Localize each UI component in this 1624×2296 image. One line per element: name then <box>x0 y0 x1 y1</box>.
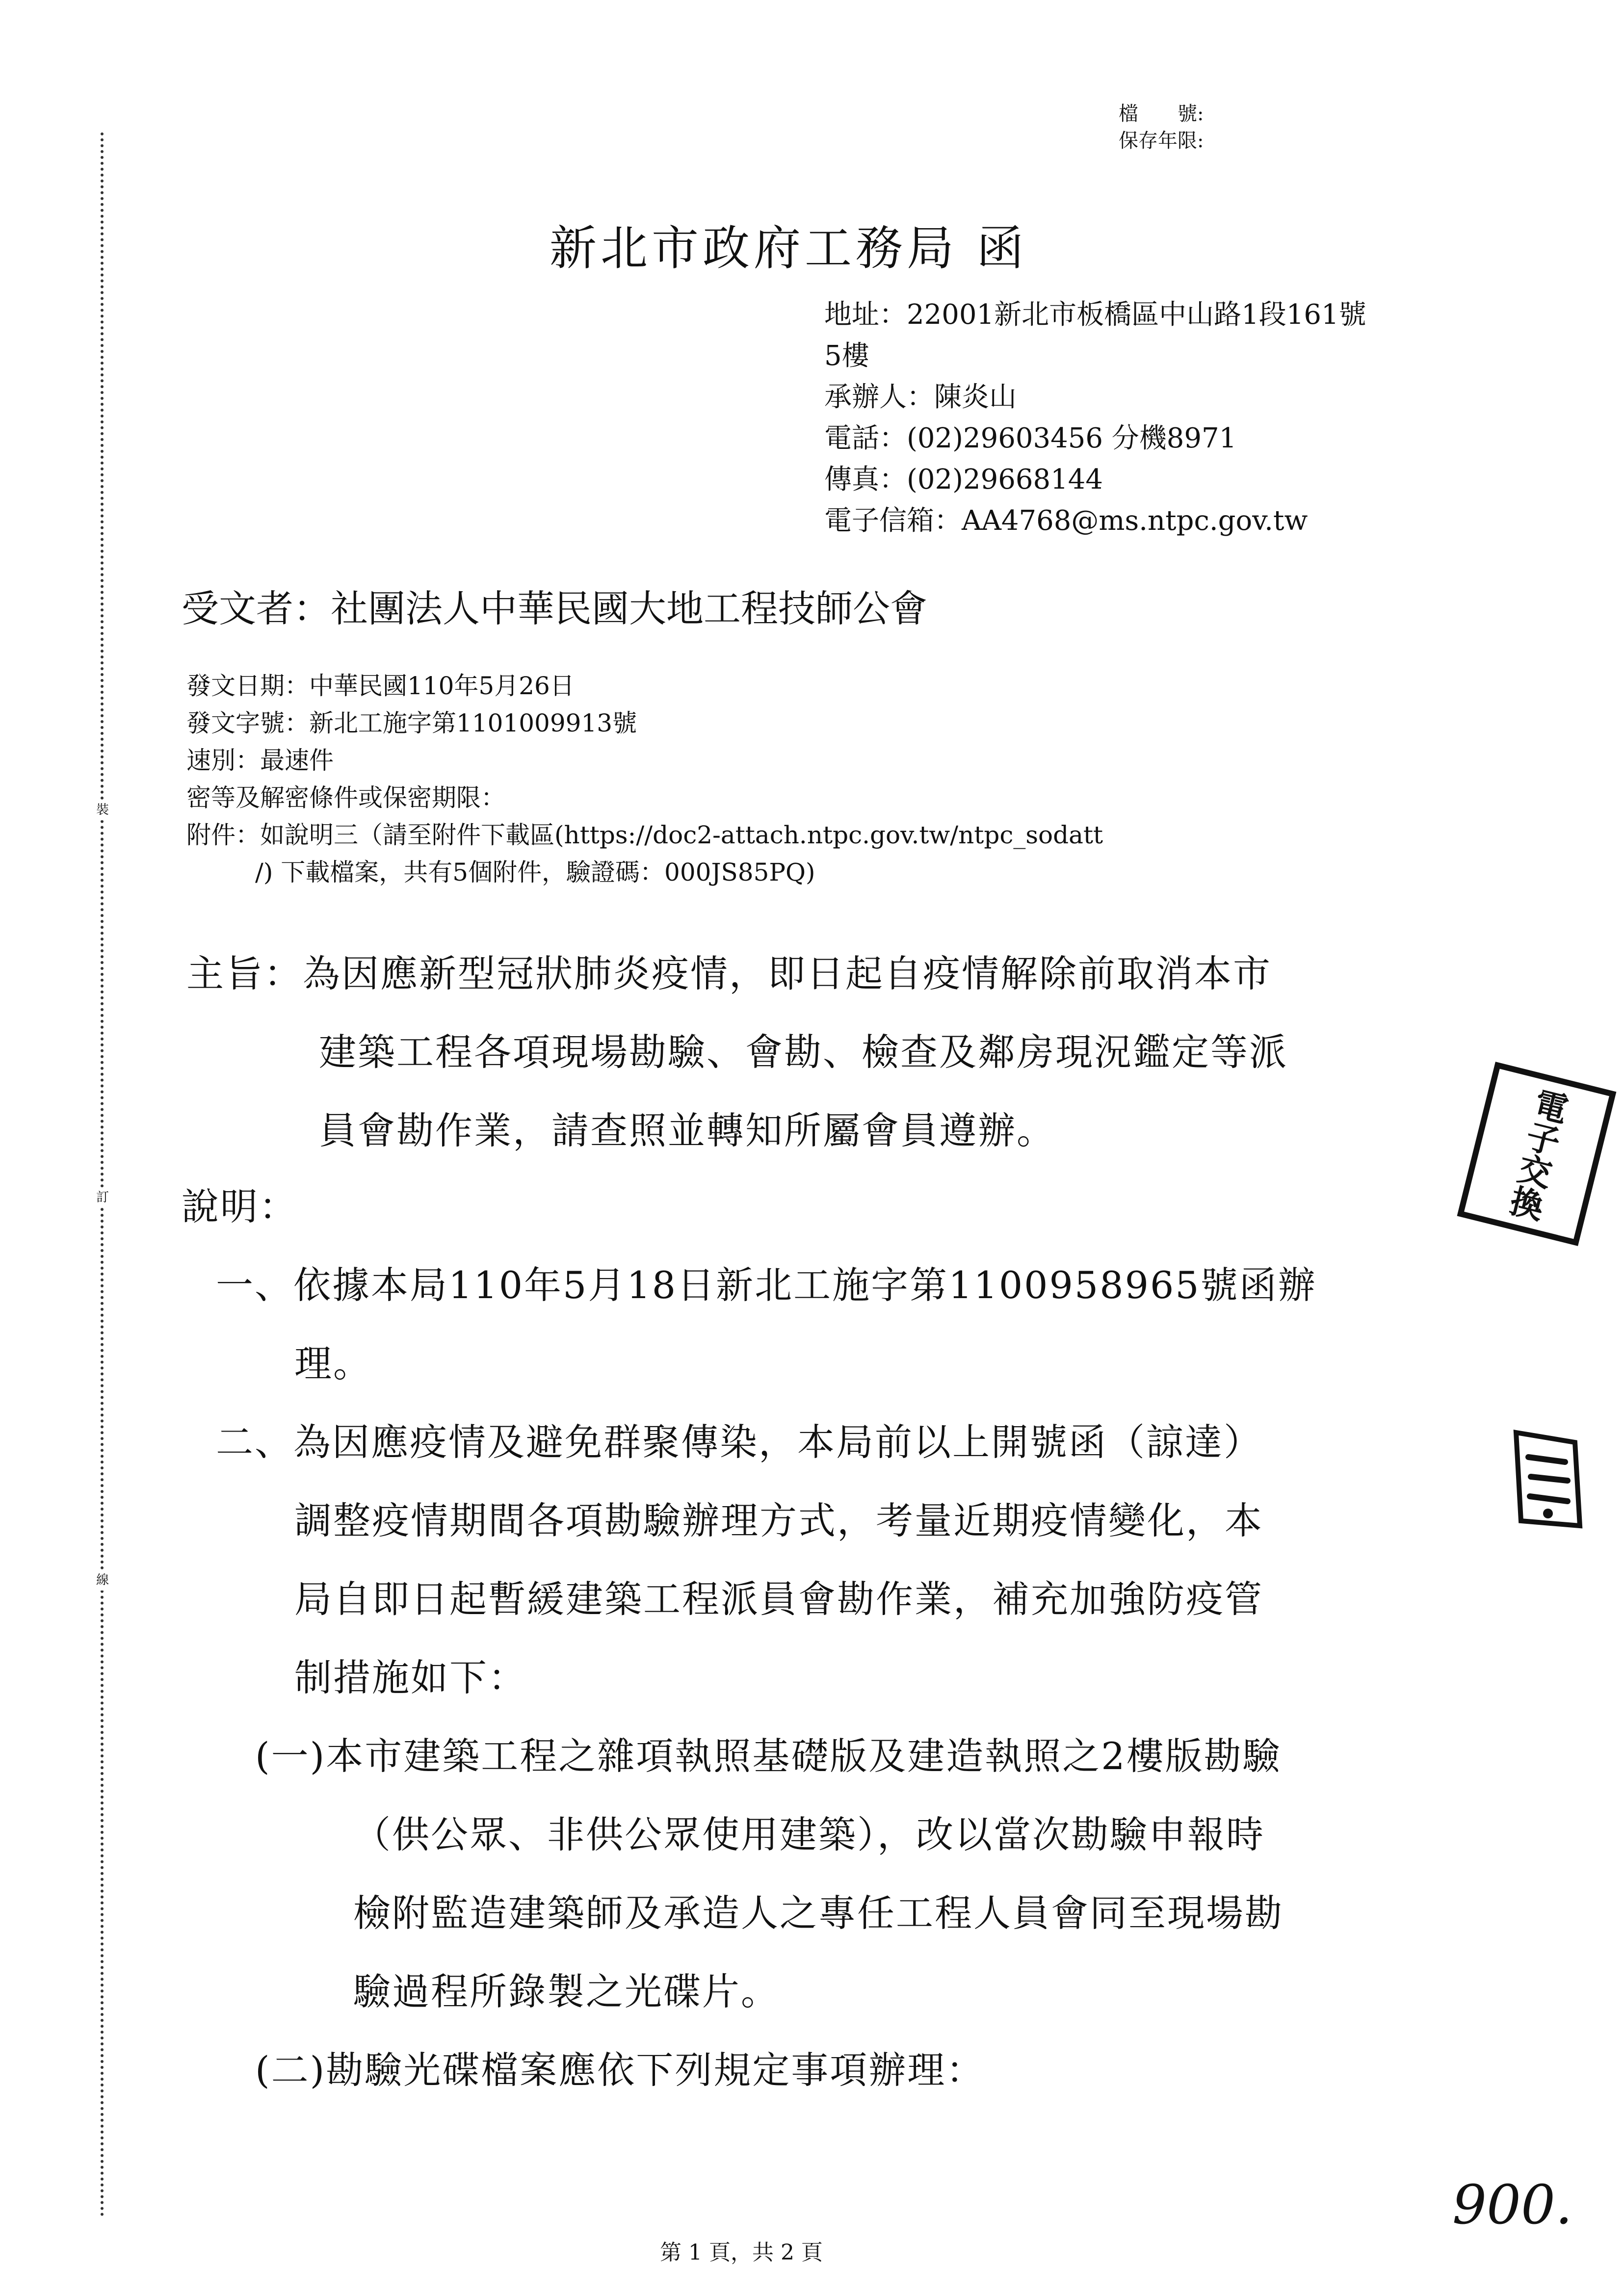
subject-line-1: 主旨：為因應新型冠狀肺炎疫情，即日起自疫情解除前取消本市 <box>186 952 1272 995</box>
contact-handler: 承辦人：陳炎山 <box>824 381 1017 413</box>
document-title: 新北市政府工務局 函 <box>550 221 1028 276</box>
contact-phone: 電話：(02)29603456 分機8971 <box>824 422 1237 454</box>
margin-mark-bind: 裝 <box>96 800 109 820</box>
handwritten-note: 900. <box>1452 2173 1572 2236</box>
archive-retention: 保存年限: <box>1119 130 1204 152</box>
archive-file-no: 檔 號: <box>1119 103 1204 125</box>
stamp-text: 電子交換 <box>1501 1084 1572 1224</box>
explanation-item2-line4: 制措施如下： <box>294 1656 527 1699</box>
binding-margin-line <box>101 132 104 2218</box>
hand-seal-icon <box>1501 1423 1590 1536</box>
explanation-sub1-line2: （供公眾、非供公眾使用建築），改以當次勘驗申報時 <box>353 1813 1265 1856</box>
subject-line-3: 員會勘作業，請查照並轉知所屬會員遵辦。 <box>319 1109 1055 1152</box>
contact-fax: 傳真：(02)29668144 <box>824 464 1103 496</box>
explanation-sub1-line4: 驗過程所錄製之光碟片。 <box>353 1970 780 2013</box>
contact-address-2: 5樓 <box>824 340 869 372</box>
explanation-item2-line2: 調整疫情期間各項勘驗辦理方式，考量近期疫情變化，本 <box>294 1499 1263 1542</box>
explanation-item1-line2: 理。 <box>294 1342 372 1385</box>
meta-attachment-1: 附件：如說明三（請至附件下載區(https://doc2-attach.ntpc.gov.tw/ntpc_sodatt <box>186 821 1103 849</box>
e-exchange-stamp <box>1457 1062 1617 1246</box>
recipient: 受文者：社團法人中華民國大地工程技師公會 <box>182 587 927 630</box>
meta-attachment-2: /) 下載檔案，共有5個附件，驗證碼：000JS85PQ) <box>255 858 815 887</box>
meta-date: 發文日期：中華民國110年5月26日 <box>186 672 575 700</box>
explanation-heading: 說明： <box>182 1185 298 1228</box>
margin-mark-line: 線 <box>96 1570 109 1591</box>
explanation-sub1-line3: 檢附監造建築師及承造人之專任工程人員會同至現場勘 <box>353 1891 1283 1935</box>
meta-secrecy: 密等及解密條件或保密期限： <box>186 783 505 812</box>
contact-address-1: 地址：22001新北市板橋區中山路1段161號 <box>824 299 1366 331</box>
explanation-item2-line1: 二、為因應疫情及避免群聚傳染，本局前以上開號函（諒達） <box>216 1420 1262 1464</box>
explanation-sub2-line1: (二)勘驗光碟檔案應依下列規定事項辦理： <box>255 2048 985 2092</box>
contact-email: 電子信箱：AA4768@ms.ntpc.gov.tw <box>824 505 1308 537</box>
explanation-item1-line1: 一、依據本局110年5月18日新北工施字第1100958965號函辦 <box>216 1263 1317 1307</box>
page-footer: 第 1 頁，共 2 頁 <box>660 2240 823 2265</box>
explanation-item2-line3: 局自即日起暫緩建築工程派員會勘作業，補充加強防疫管 <box>294 1577 1263 1621</box>
explanation-sub1-line1: (一)本市建築工程之雜項執照基礎版及建造執照之2樓版勘驗 <box>255 1734 1282 1778</box>
subject-line-2: 建築工程各項現場勘驗、會勘、檢查及鄰房現況鑑定等派 <box>319 1030 1288 1074</box>
margin-mark-staple: 訂 <box>96 1187 109 1208</box>
meta-doc-no: 發文字號：新北工施字第1101009913號 <box>186 709 637 737</box>
meta-speed: 速別：最速件 <box>186 746 334 775</box>
